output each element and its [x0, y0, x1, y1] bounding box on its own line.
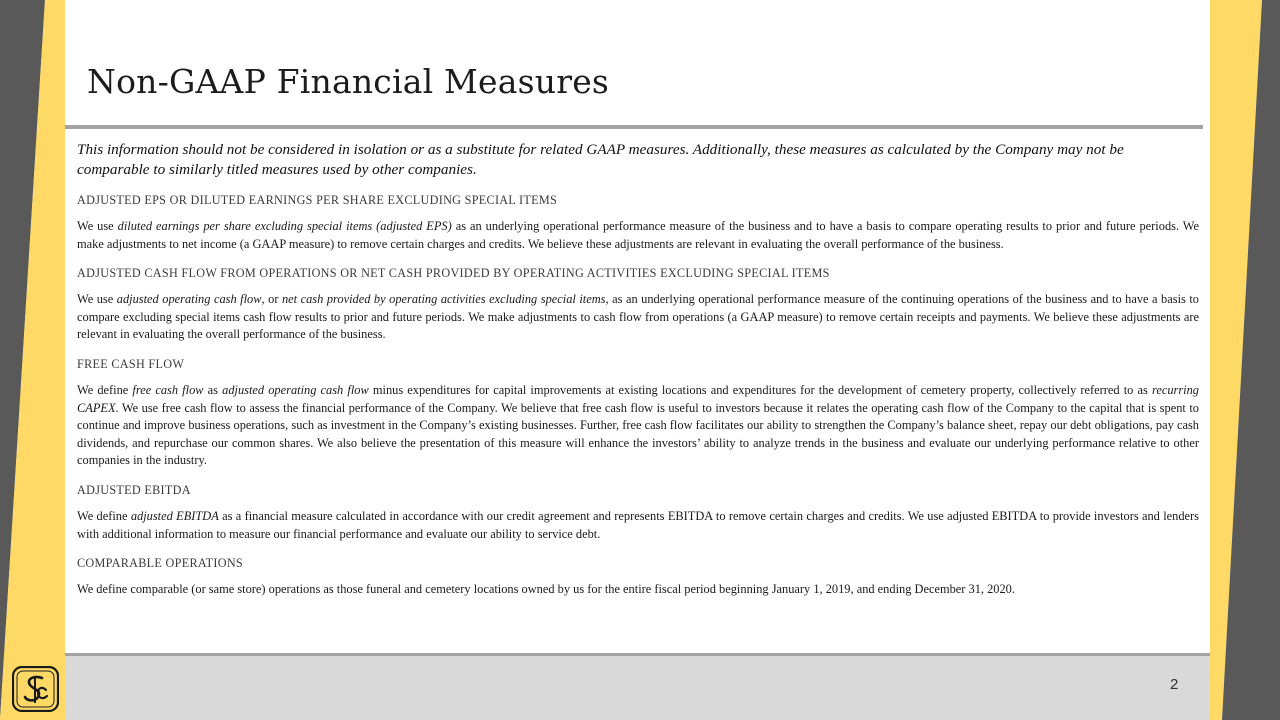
company-logo-icon: [12, 666, 59, 712]
section-heading-comparable-operations: COMPARABLE OPERATIONS: [77, 556, 244, 571]
content-body: [77, 140, 1199, 599]
section-heading-adjusted-ebitda: ADJUSTED EBITDA: [77, 482, 191, 497]
intro-disclaimer: This information should not be considered in isolation or as a substitute for related GAAP measures. Additionally, these measures as calculated by the Company may not be comparable to similarly titled measures used by other companies.: [77, 141, 1124, 178]
title-divider: [65, 125, 1203, 129]
section-heading-free-cash-flow: FREE CASH FLOW: [77, 356, 185, 371]
section-heading-adjusted-eps: ADJUSTED EPS OR DILUTED EARNINGS PER SHARE EXCLUDING SPECIAL ITEMS: [77, 193, 558, 207]
page-number: 2: [1170, 676, 1179, 693]
section-text-adjusted-cash-flow: We use adjusted operating cash flow, or net cash provided by operating activities excluding special items, as an underlying operational performance measure of the continuing operations of the business and to have a basis to compare excluding special items cash flow results to prior and future periods. We make adjustments to cash flow from operations (a GAAP measure) to remove certain receipts and payments. We believe these adjustments are relevant in evaluating the overall performance of the business.: [77, 292, 1199, 342]
section-text-adjusted-ebitda: We define adjusted EBITDA as a financial measure calculated in accordance with our credit agreement and represents EBITDA to remove certain charges and credits. We use adjusted EBITDA to provide investors and lenders with additional information to measure our financial performance and evaluate our ability to service debt.: [77, 508, 1199, 541]
section-text-comparable-operations: We define comparable (or same store) operations as those funeral and cemetery locations owned by us for the entire fiscal period beginning January 1, 2019, and ending December 31, 2020.: [77, 582, 1015, 597]
section-text-free-cash-flow: We define free cash flow as adjusted operating cash flow minus expenditures for capital improvements at existing locations and expenditures for the development of cemetery property, collectively referred to as recurring CAPEX. We use free cash flow to assess the financial performance of the Company. We believe that free cash flow is useful to investors because it relates the operating cash flow of the Company to the capital that is spent to continue and improve business operations, such as investment in the Company’s existing businesses. Further, free cash flow facilitates our ability to strengthen the Company’s balance sheet, repay our debt obligations, pay cash dividends, and repurchase our common shares. We also believe the presentation of this measure will enhance the investors’ ability to analyze trends in the business and evaluate our underlying performance relative to other companies in the industry.: [77, 382, 1199, 468]
page-title: Non-GAAP Financial Measures: [87, 62, 610, 101]
footer-band: [65, 656, 1210, 720]
section-heading-adjusted-cash-flow: ADJUSTED CASH FLOW FROM OPERATIONS OR NET CASH PROVIDED BY OPERATING ACTIVITIES EXCLUDING SPECIAL ITEMS: [77, 266, 830, 281]
section-text-adjusted-eps: We use diluted earnings per share excluding special items (adjusted EPS) as an underlying operational performance measure of the business and to have a basis to compare operating results to prior and future periods. We make adjustments to net income (a GAAP measure) to remove certain charges and credits. We believe these adjustments are relevant in evaluating the overall performance of the business.: [77, 219, 1199, 251]
